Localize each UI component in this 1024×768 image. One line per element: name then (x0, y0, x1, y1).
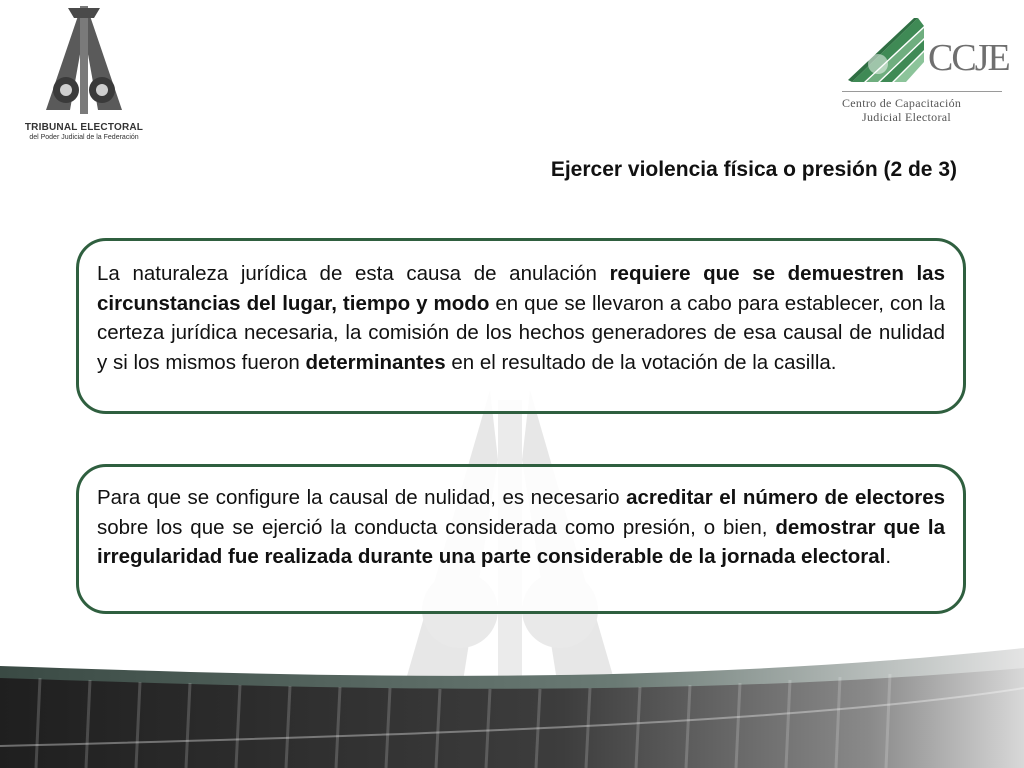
box1-segment: en el resultado de la votación de la casilla. (445, 350, 837, 374)
box2-segment-bold: demostrar que la irregularidad fue realizada durante una parte considerable de la jornada electoral (97, 515, 945, 568)
box1-segment: en que se llevaron a cabo para establecer, con la certeza jurídica necesaria, la comisión de los hechos generadores de esa causal de nulidad y si los mismos fueron (97, 291, 945, 374)
ccje-logo (838, 14, 1008, 126)
logo-left-title: TRIBUNAL ELECTORAL (24, 122, 144, 133)
logo-right-name-line1: Centro de Capacitación (842, 96, 962, 110)
box1-segment: La naturaleza jurídica de esta causa de anulación (97, 262, 610, 285)
logo-right-acronym: CCJE (928, 37, 1009, 79)
text-box-2-paragraph (97, 483, 945, 572)
logo-right-divider (842, 91, 1002, 92)
tribunal-electoral-logo (24, 6, 144, 141)
text-box-2 (76, 464, 966, 614)
logo-left-subtitle: del Poder Judicial de la Federación (29, 134, 139, 141)
logo-right-name-line2: Judicial Electoral (862, 110, 952, 124)
scales-emblem-icon (40, 6, 128, 118)
text-box-1 (76, 238, 966, 414)
box1-segment-bold: determinantes (305, 350, 446, 374)
box2-segment: Para que se configure la causal de nulidad, es necesario (97, 486, 627, 509)
box2-segment-bold: acreditar el número de electores (626, 486, 945, 509)
ccje-emblem-icon (848, 14, 928, 86)
box1-segment-bold: requiere que se demuestren las circunstancias del lugar, tiempo y modo (97, 262, 945, 315)
footer-decorative-band (0, 628, 1024, 768)
slide-title: Ejercer violencia física o presión (2 de 3) (550, 158, 957, 181)
box2-segment: sobre los que se ejerció la conducta considerada como presión, o bien, (97, 515, 776, 539)
box2-segment: . (885, 545, 892, 568)
text-box-1-paragraph (97, 259, 945, 377)
